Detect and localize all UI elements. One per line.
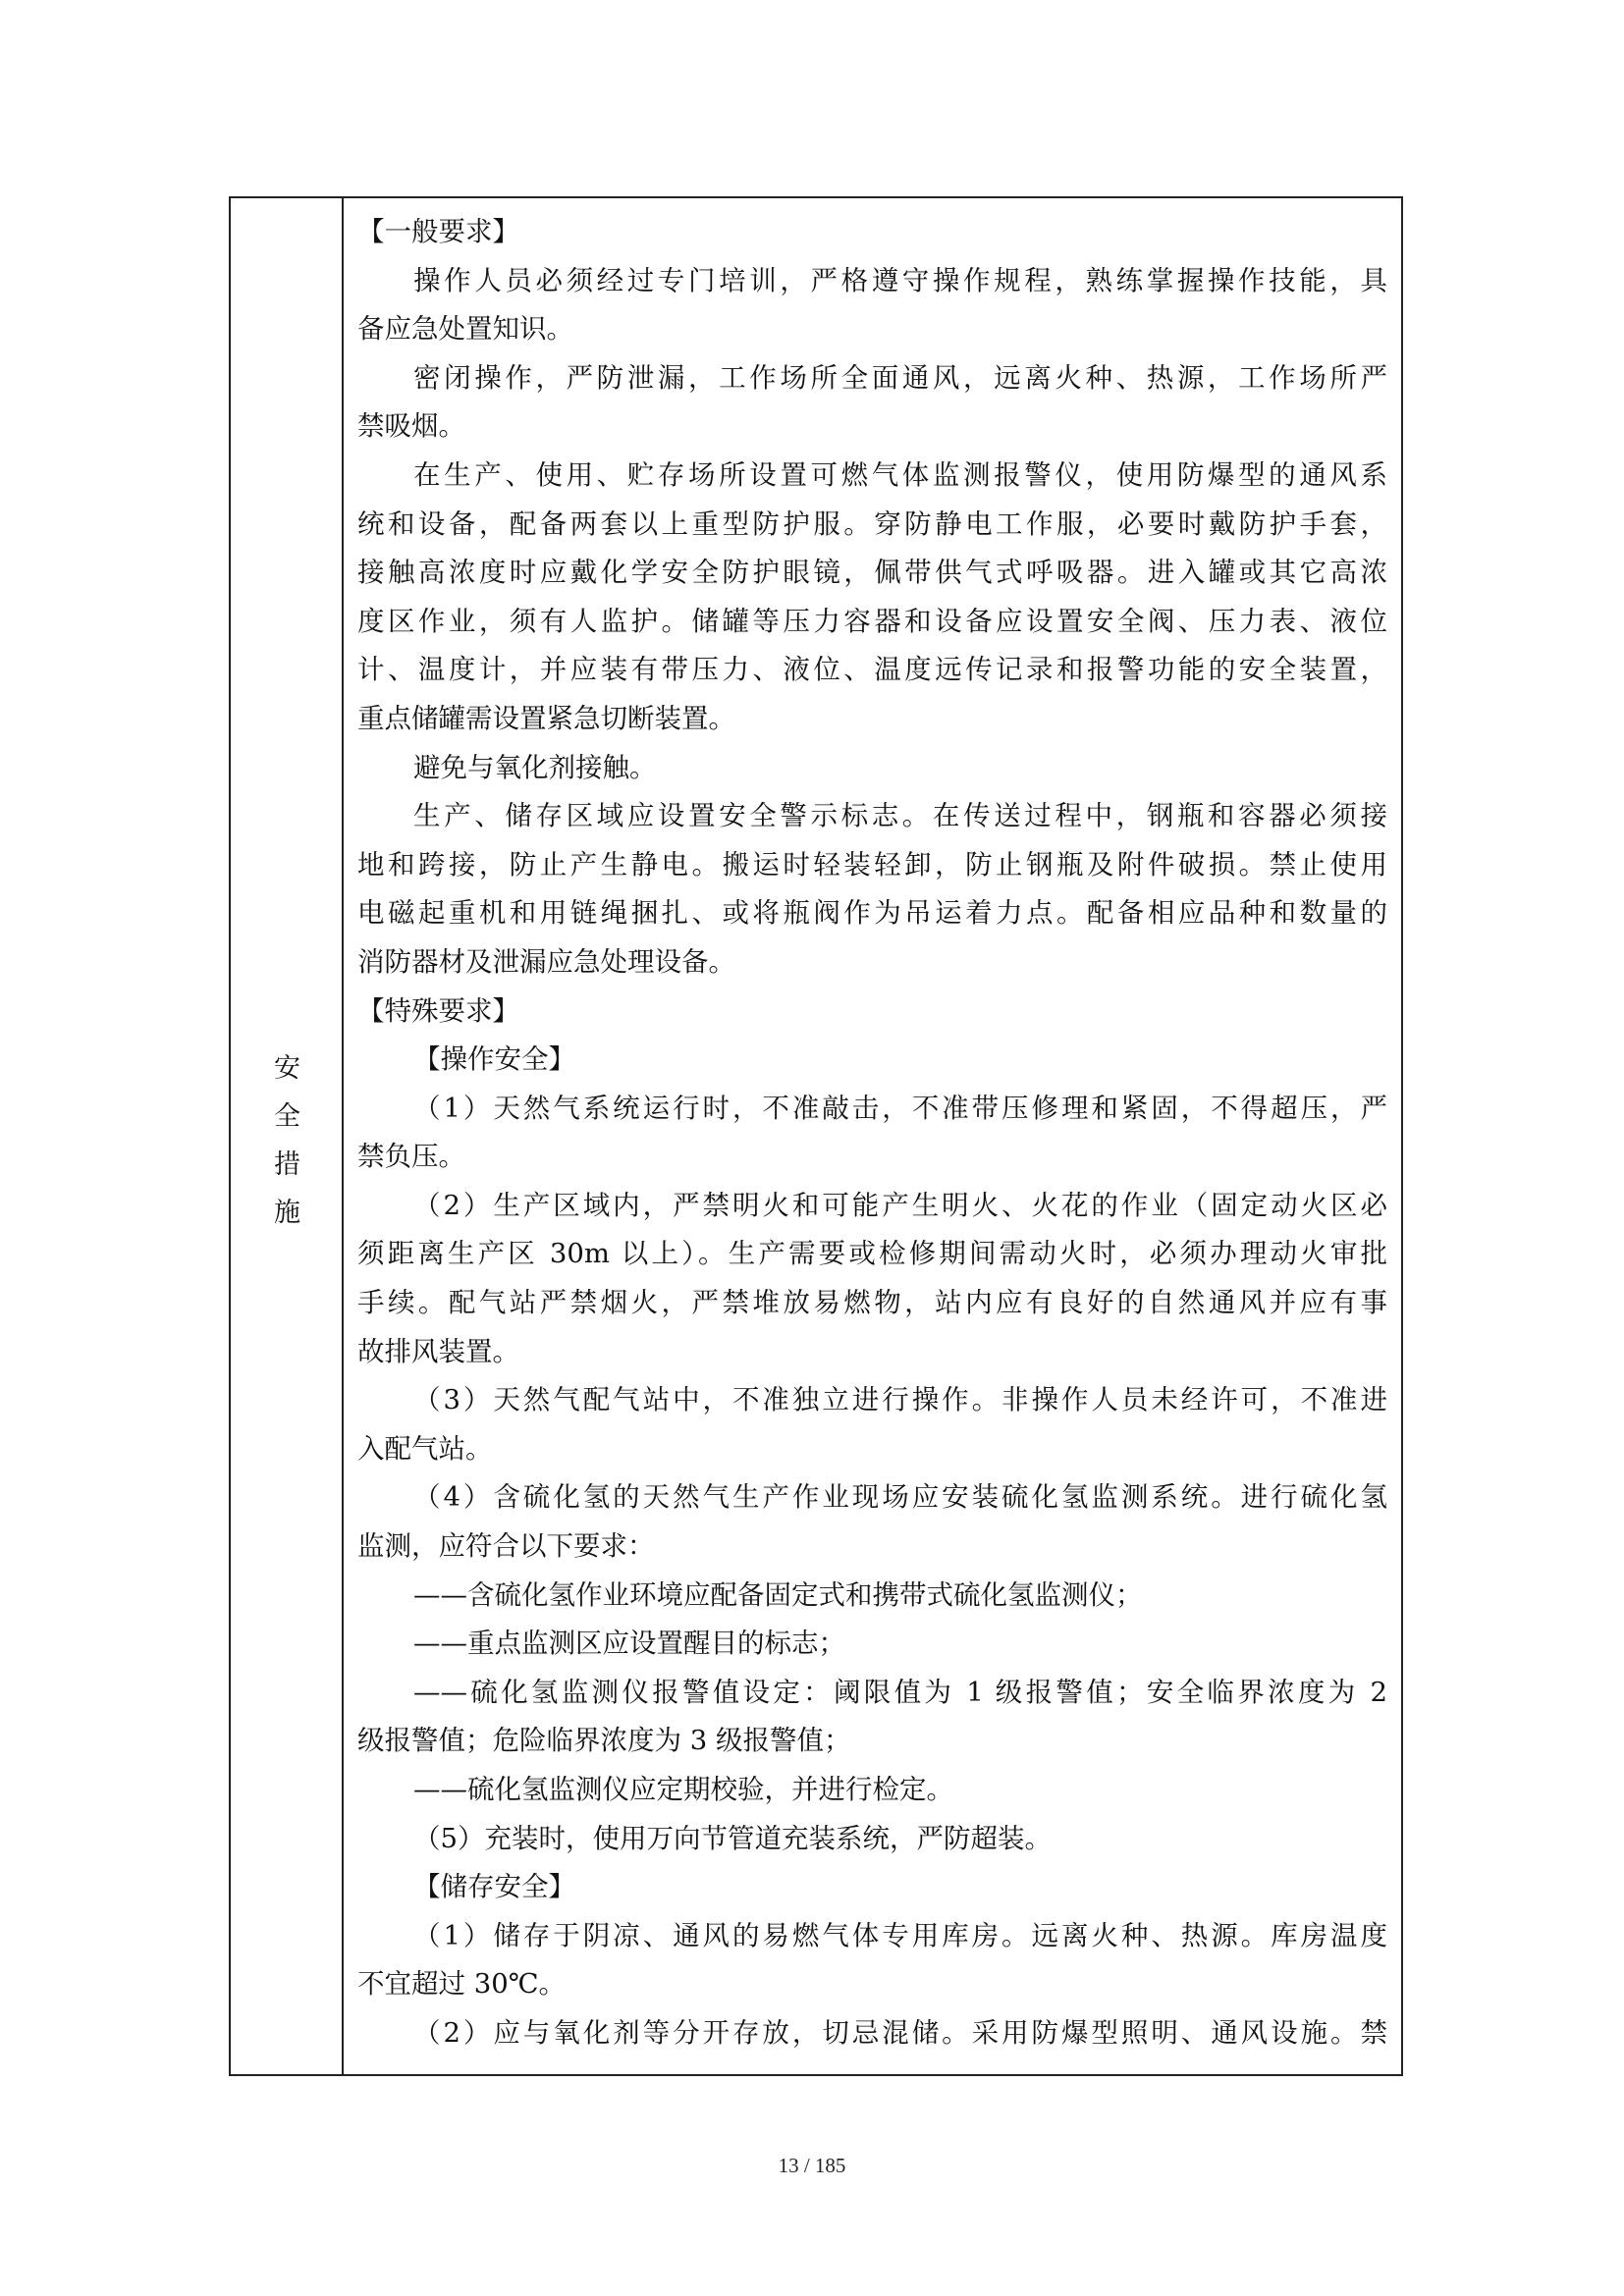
text-line: ——硫化氢监测仪报警值设定：阈限值为 1 级报警值；安全临界浓度为 2 <box>413 1676 1387 1708</box>
text-line: 须距离生产区 30m 以上）。生产需要或检修期间需动火时，必须办理动火审批 <box>357 1238 1387 1270</box>
text-line: 消防器材及泄漏应急处理设备。 <box>357 945 735 978</box>
text-line: 接触高浓度时应戴化学安全防护眼镜，佩带供气式呼吸器。进入罐或其它高浓 <box>357 557 1387 589</box>
text-line: ——硫化氢监测仪应定期校验，并进行检定。 <box>413 1774 953 1805</box>
section-label <box>231 1044 344 1237</box>
text-line: 【一般要求】 <box>357 216 519 247</box>
text-line: （5）充装时，使用万向节管道充装系统，严防超装。 <box>413 1822 1052 1854</box>
text-line: 度区作业，须有人监护。储罐等压力容器和设备应设置安全阀、压力表、液位 <box>357 605 1387 637</box>
text-line: （2）应与氧化剂等分开存放，切忌混储。采用防爆型照明、通风设施。禁 <box>413 2016 1387 2049</box>
text-line: 统和设备，配备两套以上重型防护服。穿防静电工作服，必要时戴防护手套， <box>357 507 1387 540</box>
text-line: 【储存安全】 <box>413 1871 575 1903</box>
section-label-char: 措 <box>274 1149 300 1180</box>
text-line: 级报警值；危险临界浓度为 3 级报警值； <box>357 1725 851 1757</box>
text-line: 密闭操作，严防泄漏，工作场所全面通风，远离火种、热源，工作场所严 <box>413 361 1387 394</box>
safety-measures-table <box>229 196 1403 2076</box>
text-line: （3）天然气配气站中，不准独立进行操作。非操作人员未经许可，不准进 <box>413 1384 1387 1416</box>
section-label-char: 施 <box>274 1198 300 1228</box>
text-line: 生产、储存区域应设置安全警示标志。在传送过程中，钢瓶和容器必须接 <box>413 800 1387 832</box>
text-line: 备应急处置知识。 <box>357 313 573 346</box>
text-line: 手续。配气站严禁烟火，严禁堆放易燃物，站内应有良好的自然通风并应有事 <box>357 1287 1387 1319</box>
text-line: ——重点监测区应设置醒目的标志； <box>413 1628 845 1660</box>
text-line: 入配气站。 <box>357 1432 493 1465</box>
section-label-cell <box>231 198 344 2074</box>
text-line: （4）含硫化氢的天然气生产作业现场应安装硫化氢监测系统。进行硫化氢 <box>413 1481 1387 1514</box>
text-line: 监测，应符合以下要求： <box>357 1530 655 1563</box>
text-line: （1）天然气系统运行时，不准敲击，不准带压修理和紧固，不得超压，严 <box>413 1092 1387 1124</box>
text-line: （2）生产区域内，严禁明火和可能产生明火、火花的作业（固定动火区必 <box>413 1189 1387 1221</box>
text-line: 操作人员必须经过专门培训，严格遵守操作规程，熟练掌握操作技能，具 <box>413 264 1387 296</box>
text-line: 避免与氧化剂接触。 <box>413 751 657 783</box>
section-label-char: 安 <box>274 1053 300 1084</box>
text-line: 重点储罐需设置紧急切断装置。 <box>357 702 735 734</box>
section-label-char: 全 <box>274 1101 300 1132</box>
text-line: 故排风装置。 <box>357 1335 519 1367</box>
text-line: 不宜超过 30℃。 <box>357 1968 566 2001</box>
text-line: （1）储存于阴凉、通风的易燃气体专用库房。远离火种、热源。库房温度 <box>413 1919 1387 1951</box>
text-line: ——含硫化氢作业环境应配备固定式和携带式硫化氢监测仪； <box>413 1578 1143 1611</box>
text-line: 【特殊要求】 <box>357 994 519 1027</box>
text-line: 禁吸烟。 <box>357 410 465 443</box>
text-line: 禁负压。 <box>357 1141 465 1173</box>
text-line: 【操作安全】 <box>413 1043 575 1076</box>
content-cell <box>344 198 1401 2074</box>
text-line: 地和跨接，防止产生静电。搬运时轻装轻卸，防止钢瓶及附件破损。禁止使用 <box>357 848 1387 881</box>
text-line: 计、温度计，并应装有带压力、液位、温度远传记录和报警功能的安全装置， <box>357 654 1387 686</box>
text-line: 在生产、使用、贮存场所设置可燃气体监测报警仪，使用防爆型的通风系 <box>413 458 1387 491</box>
text-line: 电磁起重机和用链绳捆扎、或将瓶阀作为吊运着力点。配备相应品种和数量的 <box>357 897 1387 930</box>
page-number: 13 / 185 <box>778 2154 846 2177</box>
